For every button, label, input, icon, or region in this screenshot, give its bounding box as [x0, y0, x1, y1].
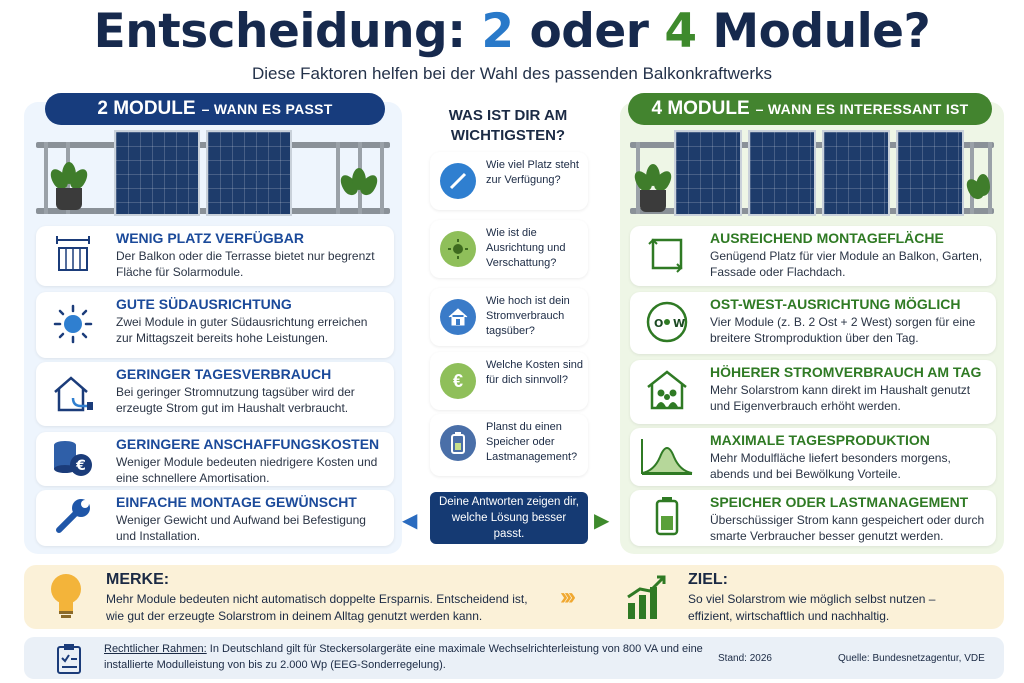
feature-text: Vier Module (z. B. 2 Ost + 2 West) sorgen für eine breitere Stromproduktion über den Tag. — [710, 315, 976, 345]
sun-icon — [44, 302, 102, 346]
lightbulb-icon — [46, 571, 86, 628]
question-card — [430, 220, 588, 278]
question-text: Wie hoch ist dein Stromverbrauch tagsüber? — [486, 295, 570, 337]
solar-module — [748, 130, 816, 216]
coins-euro-icon — [44, 436, 102, 480]
production-curve-icon — [638, 434, 696, 478]
feature-title: AUSREICHEND MONTAGEFLÄCHE — [710, 230, 944, 246]
left-feature-card — [36, 292, 394, 358]
legal-label: Rechtlicher Rahmen: — [104, 643, 207, 655]
feature-title: GERINGERE ANSCHAFFUNGSKOSTEN — [116, 436, 380, 452]
euro-icon: € — [440, 363, 476, 399]
footer — [24, 637, 1004, 679]
chevrons-icon: ››› — [560, 583, 572, 610]
ziel-text: So viel Solarstrom wie möglich selbst nutzen – effizient, wirtschaftlich und nachhaltig. — [688, 592, 936, 623]
feature-title: GERINGER TAGESVERBRAUCH — [116, 366, 332, 382]
left-feature-card — [36, 490, 394, 546]
battery-icon — [440, 425, 476, 461]
question-card — [430, 288, 588, 346]
right-heading-main: 4 MODULE — [651, 98, 750, 119]
feature-title: HÖHERER STROMVERBRAUCH AM TAG — [710, 364, 982, 380]
feature-title: WENIG PLATZ VERFÜGBAR — [116, 230, 304, 246]
question-card — [430, 152, 588, 210]
growth-chart-icon — [624, 573, 668, 626]
feature-title: MAXIMALE TAGESPRODUKTION — [710, 432, 930, 448]
subtitle: Diese Faktoren helfen bei der Wahl des passenden Balkonkraftwerks — [251, 64, 773, 83]
feature-text: Weniger Gewicht und Aufwand bei Befestigung und Installation. — [116, 513, 366, 543]
solar-module — [206, 130, 292, 216]
feature-text: Genügend Platz für vier Module an Balkon, Garten, Fassade oder Flachdach. — [710, 249, 983, 279]
feature-text: Weniger Module bedeuten niedrigere Kosten und eine schnellere Amortisation. — [116, 455, 378, 485]
feature-title: EINFACHE MONTAGE GEWÜNSCHT — [116, 494, 357, 510]
title-num4: 4 — [664, 4, 697, 59]
left-feature-card — [36, 432, 394, 486]
right-heading-suffix: – WANN ES INTERESSANT IST — [755, 101, 969, 117]
feature-text: Zwei Module in guter Südausrichtung erreichen zur Mittagszeit bereits hohe Leistungen. — [116, 315, 368, 345]
title-part2: Module? — [712, 4, 931, 59]
feature-title: OST-WEST-AUSRICHTUNG MÖGLICH — [710, 296, 961, 312]
feature-text: Mehr Modulfläche liefert besonders morgens, abends und bei Bewölkung Vorteile. — [710, 451, 951, 481]
right-balcony-illustration — [630, 130, 994, 220]
feature-title: SPEICHER ODER LASTMANAGEMENT — [710, 494, 969, 510]
right-heading — [628, 93, 992, 125]
svg-text:€: € — [76, 458, 86, 474]
svg-text:O: O — [654, 317, 664, 330]
feature-title: GUTE SÜDAUSRICHTUNG — [116, 296, 292, 312]
left-feature-card — [36, 362, 394, 426]
question-card — [430, 352, 588, 410]
question-text: Wie viel Platz steht zur Verfügung? — [486, 159, 579, 186]
arrow-left-icon: ◀ — [402, 510, 418, 532]
right-feature-card — [630, 428, 996, 486]
answer-box: Deine Antworten zeigen dir, welche Lösung besser passt. — [430, 492, 588, 544]
house-icon — [440, 299, 476, 335]
solar-module — [114, 130, 200, 216]
left-balcony-illustration — [36, 130, 390, 220]
right-feature-card — [630, 226, 996, 286]
question-text: Planst du einen Speicher oder Lastmanagement? — [486, 421, 578, 463]
ziel-title: ZIEL: — [688, 571, 728, 588]
summary-box — [24, 565, 1004, 629]
left-heading-suffix: – WANN ES PASST — [201, 101, 333, 117]
left-heading-main: 2 MODULE — [97, 98, 196, 119]
merke-text: Mehr Module bedeuten nicht automatisch doppelte Ersparnis. Entscheidend ist, wie gut der erzeugte Solarstrom in deinem Alltag genutzt werden kann. — [106, 592, 528, 623]
left-feature-card — [36, 226, 394, 286]
solar-module — [822, 130, 890, 216]
feature-text: Überschüssiger Strom kann gespeichert oder durch smarte Verbraucher besser genutzt werden. — [710, 513, 985, 543]
wrench-icon — [44, 494, 102, 538]
measure-icon — [440, 163, 476, 199]
area-icon — [638, 232, 696, 276]
arrow-right-icon: ▶ — [594, 510, 610, 532]
compass-icon — [638, 300, 696, 344]
right-feature-card — [630, 490, 996, 546]
feature-text: Bei geringer Stromnutzung tagsüber wird der erzeugte Strom gut im Haushalt verbraucht. — [116, 385, 355, 415]
merke-title: MERKE: — [106, 571, 170, 588]
right-feature-card — [630, 292, 996, 354]
legal-text: In Deutschland gilt für Steckersolargeräte eine maximale Wechselrichterleistung von 800 VA und eine installierte Modulleistung von bis zu 2.000 Wp (EEG-Sonderregelung). — [104, 643, 703, 671]
stand-label: Stand: 2026 — [718, 653, 772, 664]
ruler-panel-icon — [44, 232, 102, 276]
feature-text: Mehr Solarstrom kann direkt im Haushalt genutzt und Eigenverbrauch erhöht werden. — [710, 383, 971, 413]
clipboard-icon — [56, 643, 82, 680]
svg-text:W: W — [673, 317, 686, 330]
middle-title: WAS IST DIR AM WICHTIGSTEN? — [448, 107, 568, 144]
family-house-icon — [638, 368, 696, 412]
source-label: Quelle: Bundesnetzagentur, VDE — [838, 653, 985, 664]
sun-icon — [440, 231, 476, 267]
solar-module — [674, 130, 742, 216]
battery-icon — [638, 494, 696, 538]
title-oder: oder — [529, 4, 649, 59]
question-card — [430, 414, 588, 476]
right-feature-card — [630, 360, 996, 424]
house-plug-icon — [44, 372, 102, 416]
feature-text: Der Balkon oder die Terrasse bietet nur begrenzt Fläche für Solarmodule. — [116, 249, 375, 279]
legal-note — [104, 641, 704, 673]
page-title — [0, 4, 1024, 59]
title-num2: 2 — [481, 4, 514, 59]
left-heading — [45, 93, 385, 125]
title-part1: Entscheidung: — [93, 4, 466, 59]
solar-module — [896, 130, 964, 216]
question-text: Welche Kosten sind für dich sinnvoll? — [486, 359, 584, 386]
question-text: Wie ist die Ausrichtung und Verschattung? — [486, 227, 566, 269]
